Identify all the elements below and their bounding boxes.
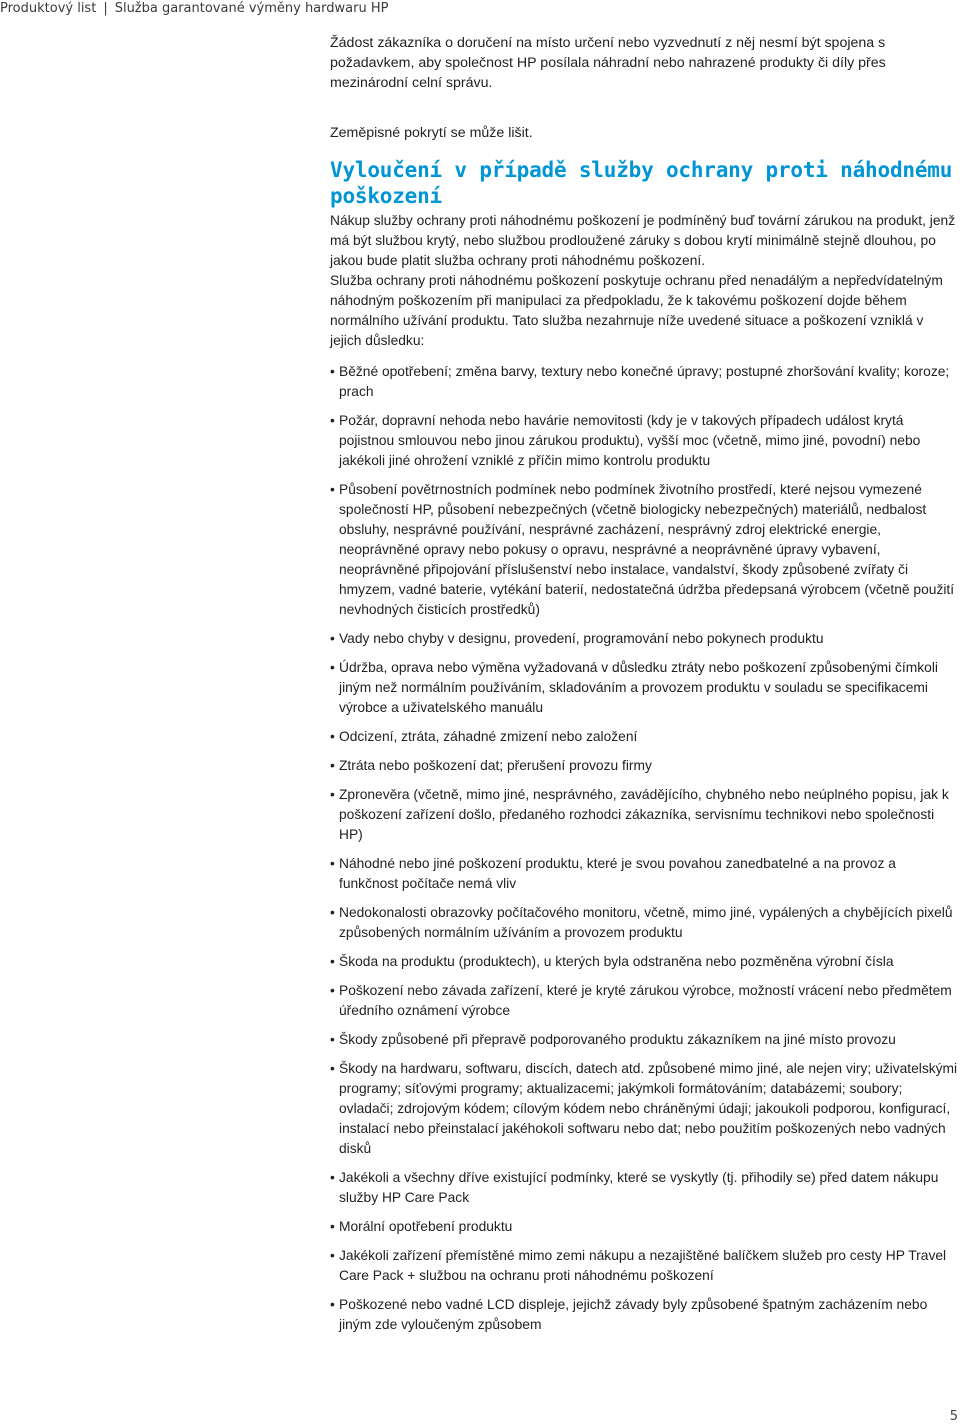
list-item: • Požár, dopravní nehoda nebo havárie nemovitosti (kdy je v takových případech událost krytá pojistnou smlouvou nebo jinou zárukou produktu), vyšší moc (včetně, mimo jiné, povodní) nebo jakékoli jiné ohrožení vzniklé z příčin mimo kontrolu produktu — [330, 411, 958, 471]
list-item: • Poškozené nebo vadné LCD displeje, jejichž závady byly způsobené špatným zacházením nebo jiným zde vyloučeným způsobem — [330, 1295, 958, 1335]
list-item: • Škoda na produktu (produktech), u kterých byla odstraněna nebo pozměněna výrobní čísla — [330, 952, 958, 972]
list-item: • Jakékoli zařízení přemístěné mimo zemi nákupu a nezajištěné balíčkem služeb pro cesty HP Travel Care Pack + službou na ochranu proti náhodnému poškození — [330, 1246, 958, 1286]
section-heading: Vyloučení v případě služby ochrany proti náhodnému poškození — [330, 158, 953, 208]
section-paragraph-1: Nákup služby ochrany proti náhodnému poškození je podmíněný buď tovární zárukou na produkt, jenž má být službou krytý, nebo službou prodloužené záruky s dobou krytí minimálně stejně dlouhou, po jakou bude platit služba ochrany proti náhodnému poškození. — [330, 213, 956, 268]
list-item: • Jakékoli a všechny dříve existující podmínky, které se vyskytly (tj. přihodily se) před datem nákupu služby HP Care Pack — [330, 1168, 958, 1208]
header-separator: | — [103, 1, 108, 16]
list-item: • Škody způsobené při přepravě podporovaného produktu zákazníkem na jiné místo provozu — [330, 1030, 958, 1050]
list-item: • Náhodné nebo jiné poškození produktu, které je svou povahou zanedbatelné a na provoz a funkčnost počítače nemá vliv — [330, 854, 958, 894]
exclusions-list — [330, 362, 958, 1335]
list-item: • Ztráta nebo poškození dat; přerušení provozu firmy — [330, 756, 958, 776]
page-number: 5 — [949, 1409, 958, 1424]
list-item: • Běžné opotřebení; změna barvy, textury nebo konečné úpravy; postupné zhoršování kvality; koroze; prach — [330, 362, 958, 402]
main-content — [330, 33, 958, 1344]
geo-coverage-note: Zeměpisné pokrytí se může lišit. — [330, 125, 533, 141]
list-item: • Vady nebo chyby v designu, provedení, programování nebo pokynech produktu — [330, 629, 958, 649]
header-doc-type: Produktový list — [0, 1, 97, 16]
list-item: • Údržba, oprava nebo výměna vyžadovaná v důsledku ztráty nebo poškození způsobenými čímkoli jiným než normálním používáním, skladováním a provozem produktu v souladu se specifikacemi výrobce a uživatelského manuálu — [330, 658, 958, 718]
list-item: • Odcizení, ztráta, záhadné zmizení nebo založení — [330, 727, 958, 747]
list-item: • Škody na hardwaru, softwaru, discích, datech atd. způsobené mimo jiné, ale nejen viry; uživatelskými programy; síťovými programy; aktualizacemi; jakýmkoli formátováním; databázemi; soubory; ovladači; zdrojovým kódem; cílovým kódem nebo chráněnými údaji; jakoukoli podporou, konfigurací, instalací nebo přeinstalací jakéhokoli softwaru nebo dat; nebo použitím poškozených nebo vadných disků — [330, 1059, 958, 1159]
section-paragraph-2: Služba ochrany proti náhodnému poškození poskytuje ochranu před nenadálým a nepředvídatelným náhodným poškozením při manipulaci za předpokladu, že k takovému poškození dojde během normálního užívání produktu. Tato služba nezahrnuje níže uvedené situace a poškození vzniklá v jejich důsledku: — [330, 273, 943, 348]
intro-paragraph: Žádost zákazníka o doručení na místo určení nebo vyzvednutí z něj nesmí být spojena s požadavkem, aby společnost HP posílala náhradní nebo nahrazené produkty či díly přes mezinárodní celní správu. — [330, 35, 886, 91]
list-item: • Nedokonalosti obrazovky počítačového monitoru, včetně, mimo jiné, vypálených a chybějících pixelů způsobených normálním užíváním a provozem produktu — [330, 903, 958, 943]
list-item: • Poškození nebo závada zařízení, které je kryté zárukou výrobce, možností vrácení nebo předmětem úředního oznámení výrobce — [330, 981, 958, 1021]
page-header — [0, 1, 388, 16]
list-item: • Zpronevěra (včetně, mimo jiné, nesprávného, zavádějícího, chybného nebo neúplného popisu, jak k poškození zařízení došlo, předaného rozhodci zákazníka, servisnímu technikovi nebo společnosti HP) — [330, 785, 958, 845]
list-item: • Morální opotřebení produktu — [330, 1217, 958, 1237]
header-service-title: Služba garantované výměny hardwaru HP — [114, 1, 389, 16]
list-item: • Působení povětrnostních podmínek nebo podmínek životního prostředí, které nejsou vymezené společností HP, působení nebezpečných (včetně biologicky nebezpečných) materiálů, nedbalost obsluhy, nesprávné používání, nesprávné zacházení, nesprávný zdroj elektrické energie, neoprávněné opravy nebo pokusy o opravu, nesprávné a neoprávněné úpravy vybavení, neoprávněné připojování příslušenství nebo instalace, vandalství, škody způsobené zvířaty či hmyzem, vadné baterie, vytékání baterií, nedostatečná údržba předepsaná výrobcem (včetně použití nevhodných čisticích prostředků) — [330, 480, 958, 620]
